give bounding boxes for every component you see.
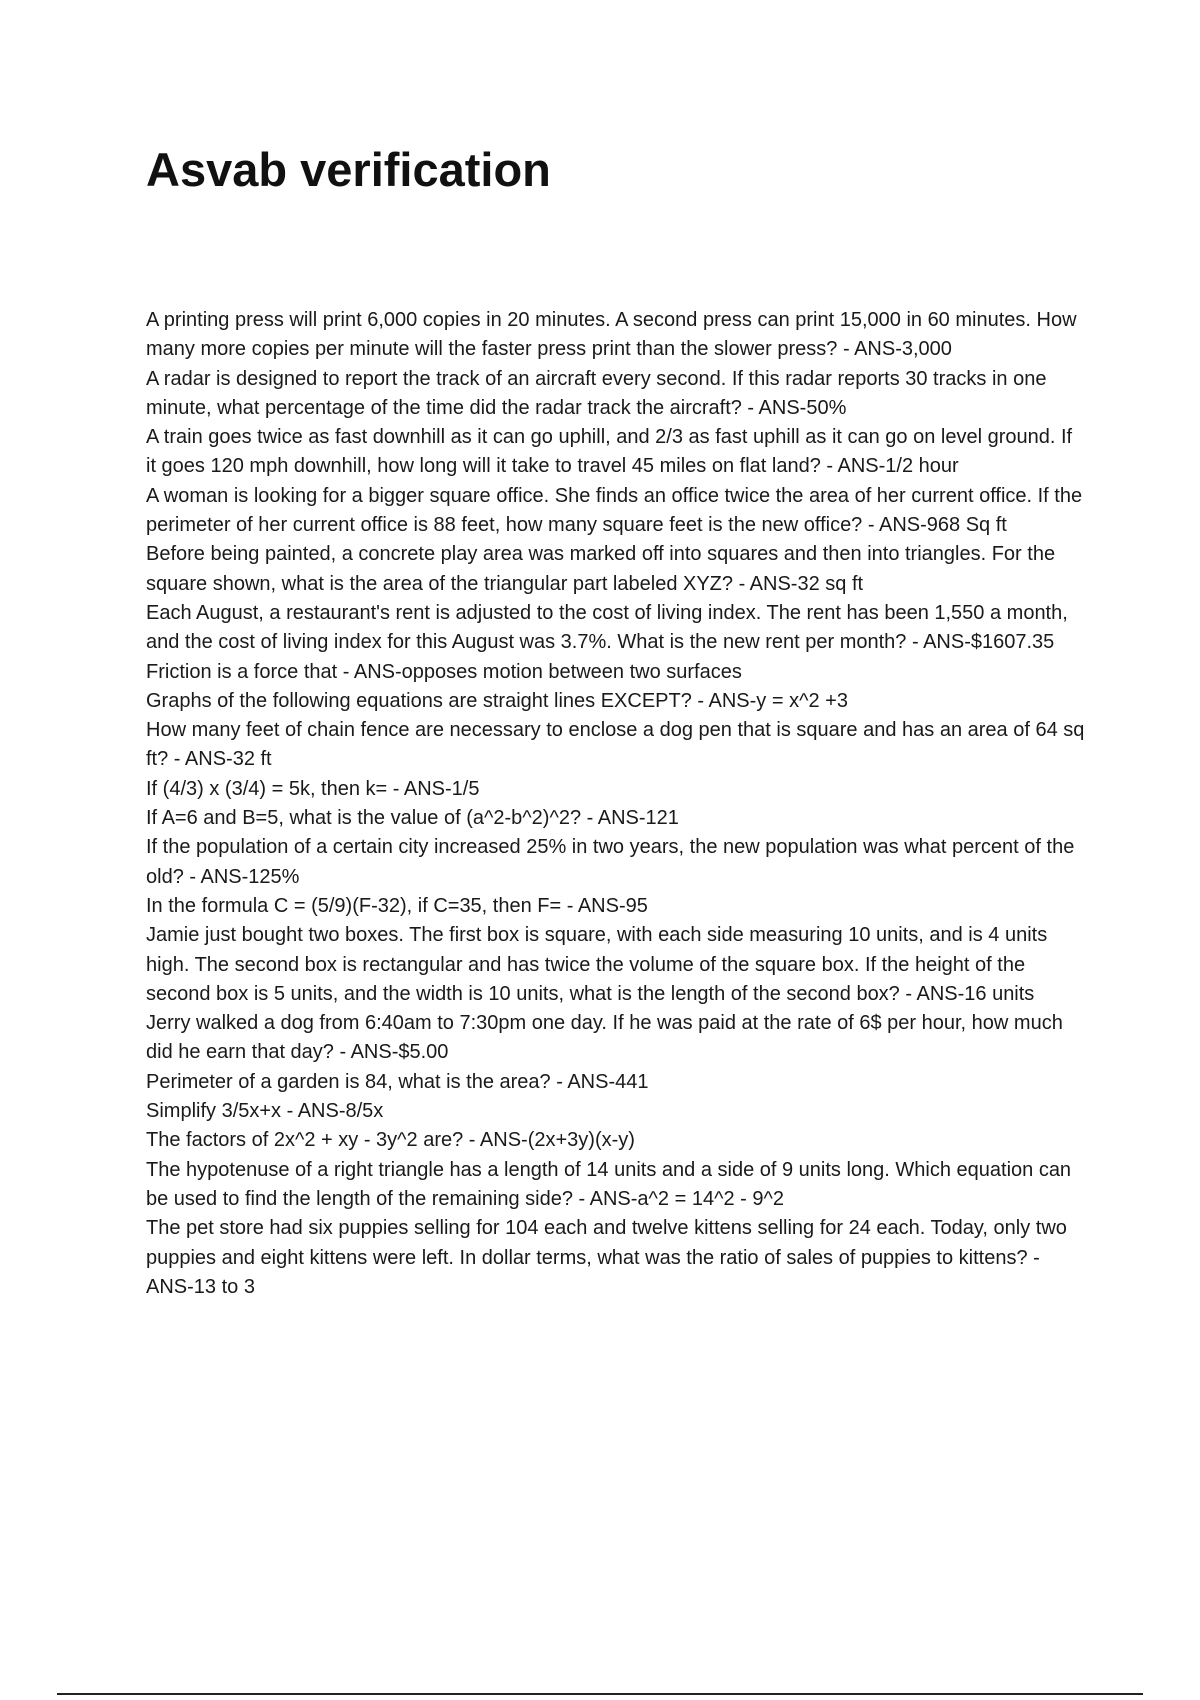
list-item: If the population of a certain city increased 25% in two years, the new population was what percent of the old? - ANS-125% [146, 836, 1075, 888]
list-item: Each August, a restaurant's rent is adjusted to the cost of living index. The rent has been 1,550 a month, and the cost of living index for this August was 3.7%. What is the new rent per month? - ANS-$1607.35 [146, 601, 1068, 654]
list-item: Perimeter of a garden is 84, what is the area? - ANS-441 [146, 1070, 649, 1093]
list-item: Jerry walked a dog from 6:40am to 7:30pm one day. If he was paid at the rate of 6$ per hour, how much did he earn that day? - ANS-$5.00 [146, 1012, 1063, 1064]
footer-divider [57, 1693, 1143, 1695]
list-item: The factors of 2x^2 + xy - 3y^2 are? - ANS-(2x+3y)(x-y) [146, 1129, 635, 1152]
list-item: A radar is designed to report the track of an aircraft every second. If this radar reports 30 tracks in one minute, what percentage of the time did the radar track the aircraft? - ANS-50% [146, 367, 1047, 419]
list-item: Jamie just bought two boxes. The first box is square, with each side measuring 10 units, and is 4 units high. The second box is rectangular and has twice the volume of the square box. If the height of the second box is 5 units, and the width is 10 units, what is the length of the second box? - ANS-16 units [146, 924, 1048, 1005]
list-item: Graphs of the following equations are straight lines EXCEPT? - ANS-y = x^2 +3 [146, 689, 848, 712]
list-item: In the formula C = (5/9)(F-32), if C=35, then F= - ANS-95 [146, 894, 648, 917]
list-item: A woman is looking for a bigger square office. She finds an office twice the area of her current office. If the perimeter of her current office is 88 feet, how many square feet is the new office? - ANS-968 Sq ft [146, 484, 1083, 537]
page-title: Asvab verification [146, 143, 551, 196]
list-item: How many feet of chain fence are necessary to enclose a dog pen that is square and has an area of 64 sq ft? - ANS-32 ft [146, 719, 1085, 771]
list-item: If A=6 and B=5, what is the value of (a^2-b^2)^2? - ANS-121 [146, 807, 679, 830]
question-answer-list [146, 306, 1086, 1302]
list-item: A train goes twice as fast downhill as it can go uphill, and 2/3 as fast uphill as it can go on level ground. If it goes 120 mph downhill, how long will it take to travel 45 miles on flat land? - ANS-1/2 hour [146, 426, 1073, 478]
list-item: Before being painted, a concrete play area was marked off into squares and then into triangles. For the square shown, what is the area of the triangular part labeled XYZ? - ANS-32 sq ft [146, 543, 1056, 595]
list-item: A printing press will print 6,000 copies in 20 minutes. A second press can print 15,000 in 60 minutes. How many more copies per minute will the faster press print than the slower press? - ANS-3,000 [146, 309, 1077, 361]
list-item: Friction is a force that - ANS-opposes motion between two surfaces [146, 660, 742, 683]
list-item: Simplify 3/5x+x - ANS-8/5x [146, 1100, 384, 1123]
list-item: The pet store had six puppies selling for 104 each and twelve kittens selling for 24 each. Today, only two puppies and eight kittens were left. In dollar terms, what was the ratio of sales of puppies to kittens? - ANS-13 to 3 [146, 1217, 1067, 1298]
list-item: The hypotenuse of a right triangle has a length of 14 units and a side of 9 units long. Which equation can be used to find the length of the remaining side? - ANS-a^2 = 14^2 - 9^2 [146, 1158, 1072, 1210]
list-item: If (4/3) x (3/4) = 5k, then k= - ANS-1/5 [146, 777, 480, 800]
